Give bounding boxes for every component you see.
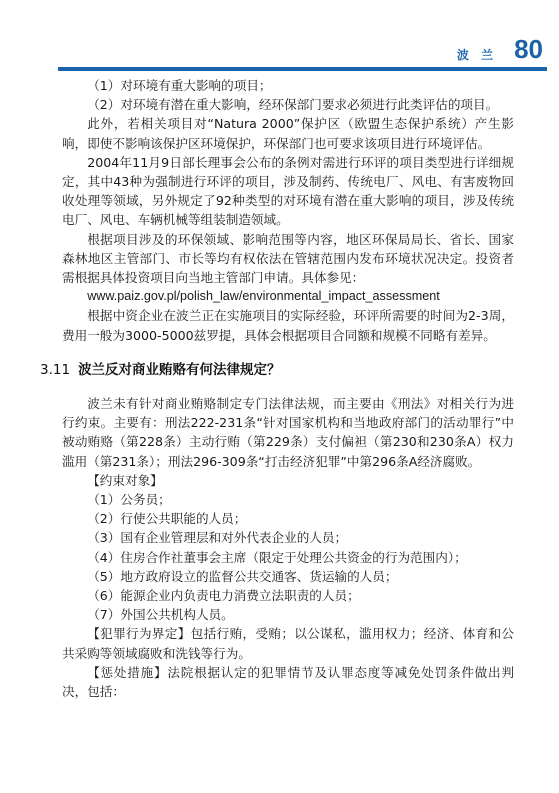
page-number: 80 bbox=[514, 34, 543, 64]
list-item-7: （7）外国公共机构人员。 bbox=[87, 607, 234, 623]
paragraph-item-1: （1）对环境有重大影响的项目； bbox=[87, 78, 272, 93]
paragraph-penalties: 【惩处措施】法院根据认定的犯罪情节及认罪态度等减免处罚条件做出判决，包括： bbox=[62, 664, 514, 700]
paragraph-natura: 此外，若相关项目对“Natura 2000”保护区（欧盟生态保护系统）产生影响，即使不影响该保护区环境保护，环保部门也可要求该项目进行环境评估。 bbox=[62, 116, 514, 151]
list-item-4: （4）住房合作社董事会主席（限定于处理公共资金的行为范围内）； bbox=[87, 549, 467, 565]
paragraph-regulation-2004: 2004年11月9日部长理事会公布的条例对需进行环评的项目类型进行详细规定，其中43种为强制进行环评的项目，涉及制药、传统电厂、风电、有害废物回收处理等领域，另外规定了92种类型的对环境有潜在重大影响的项目，涉及传统电厂、风电、车辆机械等组装制造领域。 bbox=[62, 154, 514, 228]
running-header-title: 波 兰 bbox=[456, 48, 497, 62]
paragraph-criminal-law: 波兰未有针对商业贿赂制定专门法律法规，而主要由《刑法》对相关行为进行约束。主要有：刑法222-231条“针对国家机构和当地政府部门的活动罪行”中被动贿赂（第228条）主动行贿（第229条）支付偏袒（第230和230条A）权力滥用（第231条）；刑法296-309条“打击经济犯罪”中第296条A经济腐败。 bbox=[62, 396, 514, 469]
list-item-6: （6）能源企业内负责电力消费立法职责的人员； bbox=[87, 588, 360, 604]
reference-url: www.paiz.gov.pl/polish_law/environmental_impact_assessment bbox=[87, 289, 440, 304]
list-item-1: （1）公务员； bbox=[87, 492, 171, 508]
section-title: 波兰反对商业贿赂有何法律规定？ bbox=[78, 361, 281, 378]
section-number: 3.11 bbox=[40, 361, 71, 378]
list-item-3: （3）国有企业管理层和对外代表企业的人员； bbox=[87, 530, 348, 546]
header-rule bbox=[58, 67, 547, 71]
list-item-5: （5）地方政府设立的监督公共交通客、货运输的人员； bbox=[87, 568, 398, 584]
paragraph-item-2: （2）对环境有潜在重大影响，经环保部门要求必须进行此类评估的项目。 bbox=[87, 97, 499, 113]
page-body bbox=[40, 76, 514, 701]
subheading-subjects: 【约束对象】 bbox=[87, 472, 163, 488]
paragraph-duration-cost: 根据中资企业在波兰正在实施项目的实际经验，环评所需要的时间为2-3周，费用一般为3000-5000兹罗提，具体会根据项目合同额和规模不同略有差异。 bbox=[62, 308, 514, 343]
paragraph-authorities: 根据项目涉及的环保领域、影响范围等内容，地区环保局局长、省长、国家森林地区主管部门、市长等均有权依法在管辖范围内发布环境状况决定。投资者需根据具体投资项目向当地主管部门申请。具体参见： bbox=[62, 231, 514, 286]
paragraph-offense-definition: 【犯罪行为界定】包括行贿，受贿；以公谋私，滥用权力；经济、体育和公共采购等领域腐败和洗钱等行为。 bbox=[62, 626, 514, 661]
list-item-2: （2）行使公共职能的人员； bbox=[87, 511, 247, 527]
section-heading bbox=[40, 361, 514, 380]
